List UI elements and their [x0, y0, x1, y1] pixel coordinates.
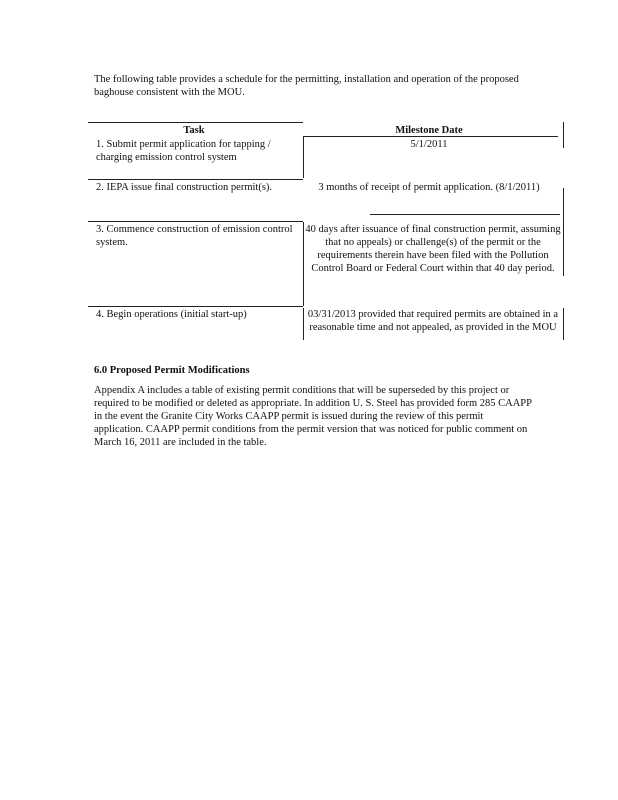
- table-row-1-task: 1. Submit permit application for tapping / charging emission control system: [96, 139, 271, 163]
- rule-top-left: [88, 122, 303, 123]
- rule-right-2: [563, 188, 564, 276]
- section-paragraph: Appendix A includes a table of existing permit conditions that will be superseded by this project or required to be modified or deleted as appropriate. In addition U. S. Steel has provided form 285 CAAPP in the event the Granite City Works CAAPP permit is issued during the review of this permit application. CAAPP permit conditions from the permit version that was noticed for public comment on March 16, 2011 are included in the table.: [94, 385, 532, 448]
- table-row-4-task: 4. Begin operations (initial start-up): [96, 309, 247, 320]
- rule-right-1: [563, 122, 564, 148]
- table-row-3-milestone: 40 days after issuance of final construction permit, assuming that no appeals) or challenge(s) of the permit or the requirements therein have been filed with the Pollution Control Board or Federal Court within that 40 day period.: [305, 224, 561, 274]
- table-header-milestone: Milestone Date: [395, 125, 463, 136]
- table-header-task: Task: [183, 125, 205, 136]
- table-row-1-milestone: 5/1/2011: [410, 139, 448, 150]
- table-row-4-milestone: 03/31/2013 provided that required permits are obtained in a reasonable time and not appealed, as provided in the MOU: [307, 309, 559, 333]
- intro-paragraph: The following table provides a schedule for the permitting, installation and operation of the proposed baghouse consistent with the MOU.: [94, 74, 519, 98]
- table-row-2-milestone: 3 months of receipt of permit application. (8/1/2011): [318, 182, 540, 193]
- rule-row3-left: [88, 306, 303, 307]
- rule-divider-3: [303, 222, 304, 306]
- rule-divider-1: [303, 136, 304, 178]
- rule-divider-4: [303, 308, 304, 340]
- table-row-2-task: 2. IEPA issue final construction permit(s).: [96, 182, 273, 193]
- rule-header-right: [303, 136, 558, 137]
- rule-right-4: [563, 308, 564, 340]
- table-row-3-task: 3. Commence construction of emission control system.: [96, 224, 293, 248]
- rule-row2-right: [370, 214, 560, 215]
- section-heading: 6.0 Proposed Permit Modifications: [94, 365, 250, 376]
- rule-row1-left: [88, 179, 303, 180]
- schedule-table: [88, 122, 566, 362]
- rule-row2-left: [88, 221, 303, 222]
